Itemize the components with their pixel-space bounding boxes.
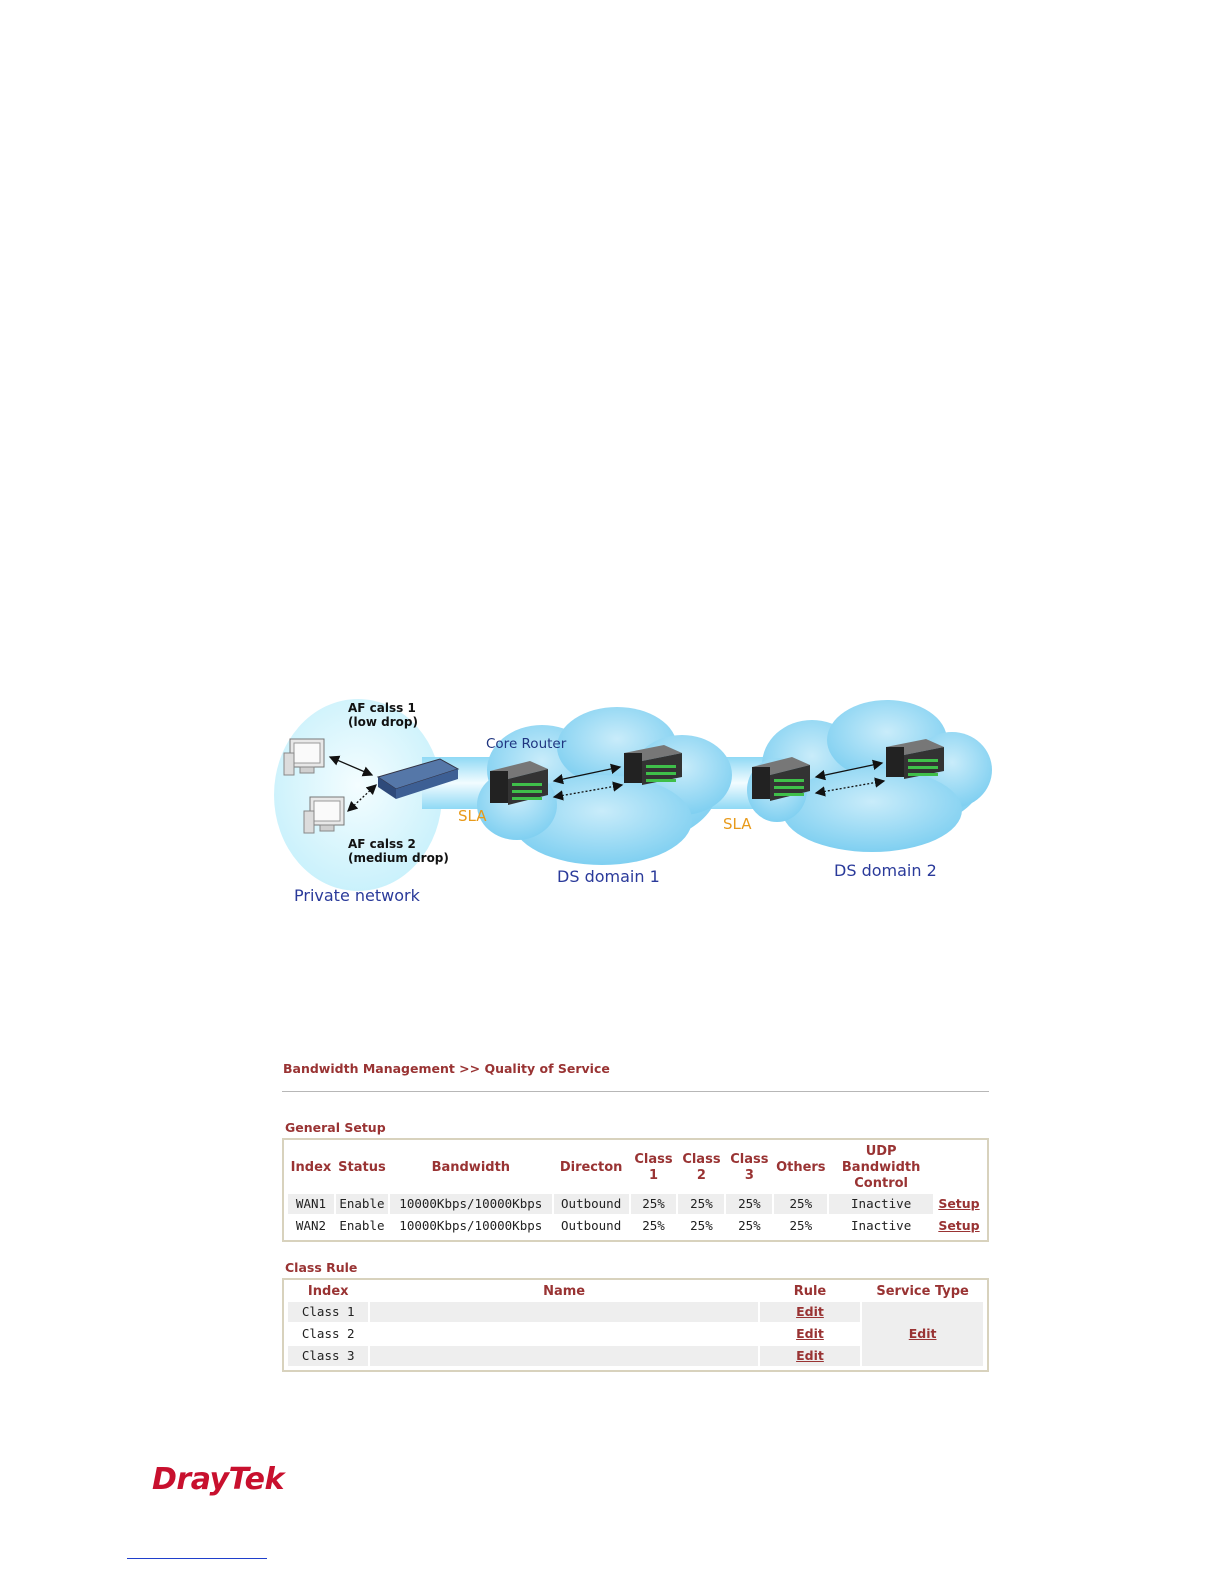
col-status: Status	[338, 1160, 386, 1175]
af-class1-label: AF calss 1	[348, 701, 416, 715]
cell-index: Class 1	[288, 1302, 368, 1322]
cell-direction: Outbound	[561, 1218, 622, 1233]
col-udp-bandwidth-control: UDP Bandwidth Control	[841, 1144, 921, 1191]
cell-rule	[760, 1324, 861, 1344]
col-class2: Class 2	[682, 1152, 721, 1183]
cell-index: Class 3	[288, 1346, 368, 1366]
cell-service-type	[862, 1302, 983, 1366]
table-header-row	[288, 1144, 983, 1192]
col-others: Others	[776, 1160, 826, 1175]
col-action	[935, 1144, 983, 1192]
cell-index: Class 2	[301, 1326, 355, 1341]
footer-divider	[127, 1558, 267, 1559]
col-class3: Class 3	[730, 1152, 769, 1183]
edit-service-type-link[interactable]: Edit	[908, 1326, 937, 1341]
sla-left-label: SLA	[458, 807, 487, 825]
af-class2-label: AF calss 2	[348, 837, 416, 851]
ds-domain-1-label: DS domain 1	[557, 867, 660, 886]
general-setup-title: General Setup	[285, 1120, 386, 1135]
cell-class1: 25%	[631, 1194, 677, 1214]
ds-domain-2-label: DS domain 2	[834, 861, 937, 880]
cell-class2: 25%	[678, 1194, 724, 1214]
af-class1-sublabel: (low drop)	[348, 715, 418, 729]
sla-right-label: SLA	[723, 815, 752, 833]
cell-bandwidth: 10000Kbps/10000Kbps	[390, 1194, 552, 1214]
cell-class3: 25%	[738, 1218, 761, 1233]
class-rule-table	[286, 1282, 985, 1368]
setup-link-wan1[interactable]: Setup	[938, 1196, 980, 1211]
col-service-type: Service Type	[876, 1284, 969, 1299]
table-row	[288, 1216, 983, 1236]
cell-name	[370, 1324, 757, 1344]
col-name: Name	[543, 1284, 586, 1299]
setup-link-wan2[interactable]: Setup	[938, 1218, 980, 1233]
cell-index: WAN1	[288, 1194, 334, 1214]
general-setup-table	[286, 1142, 985, 1238]
edit-rule-link-class1[interactable]: Edit	[796, 1304, 824, 1319]
cell-others: 25%	[789, 1218, 813, 1233]
cell-bandwidth: 10000Kbps/10000Kbps	[399, 1218, 543, 1233]
table-row	[288, 1302, 983, 1322]
cell-action	[935, 1194, 983, 1214]
qos-panel	[282, 1058, 989, 1372]
breadcrumb: Bandwidth Management >> Quality of Service	[283, 1061, 610, 1076]
cell-class2: 25%	[690, 1218, 713, 1233]
table-header-row	[288, 1284, 983, 1300]
cell-class1: 25%	[642, 1218, 665, 1233]
cell-udp: Inactive	[829, 1194, 933, 1214]
col-index: Index	[290, 1160, 332, 1175]
network-diagram	[272, 695, 992, 915]
col-direction: Directon	[559, 1160, 623, 1175]
cell-name	[370, 1346, 757, 1366]
core-router-label: Core Router	[486, 736, 567, 752]
edit-rule-link-class3[interactable]: Edit	[796, 1348, 824, 1363]
table-row	[288, 1194, 983, 1214]
cell-name	[370, 1302, 757, 1322]
cell-index: WAN2	[295, 1218, 327, 1233]
af-class2-sublabel: (medium drop)	[348, 851, 449, 865]
cell-status: Enable	[336, 1194, 388, 1214]
col-rule: Rule	[793, 1284, 827, 1299]
cell-udp: Inactive	[851, 1218, 912, 1233]
cell-rule	[760, 1346, 861, 1366]
cell-action	[935, 1216, 983, 1236]
private-network-label: Private network	[294, 886, 420, 905]
cell-direction: Outbound	[554, 1194, 629, 1214]
divider	[282, 1091, 989, 1092]
general-setup-table-frame	[282, 1138, 989, 1242]
col-bandwidth: Bandwidth	[431, 1160, 511, 1175]
edit-rule-link-class2[interactable]: Edit	[796, 1326, 824, 1341]
draytek-logo: DrayTek	[152, 1462, 284, 1497]
col-index: Index	[307, 1284, 349, 1299]
cell-status: Enable	[339, 1218, 385, 1233]
class-rule-table-frame	[282, 1278, 989, 1372]
cell-class3: 25%	[726, 1194, 772, 1214]
class-rule-title: Class Rule	[285, 1260, 358, 1275]
col-class1: Class 1	[634, 1152, 673, 1183]
cell-rule	[760, 1302, 861, 1322]
cell-others: 25%	[774, 1194, 827, 1214]
